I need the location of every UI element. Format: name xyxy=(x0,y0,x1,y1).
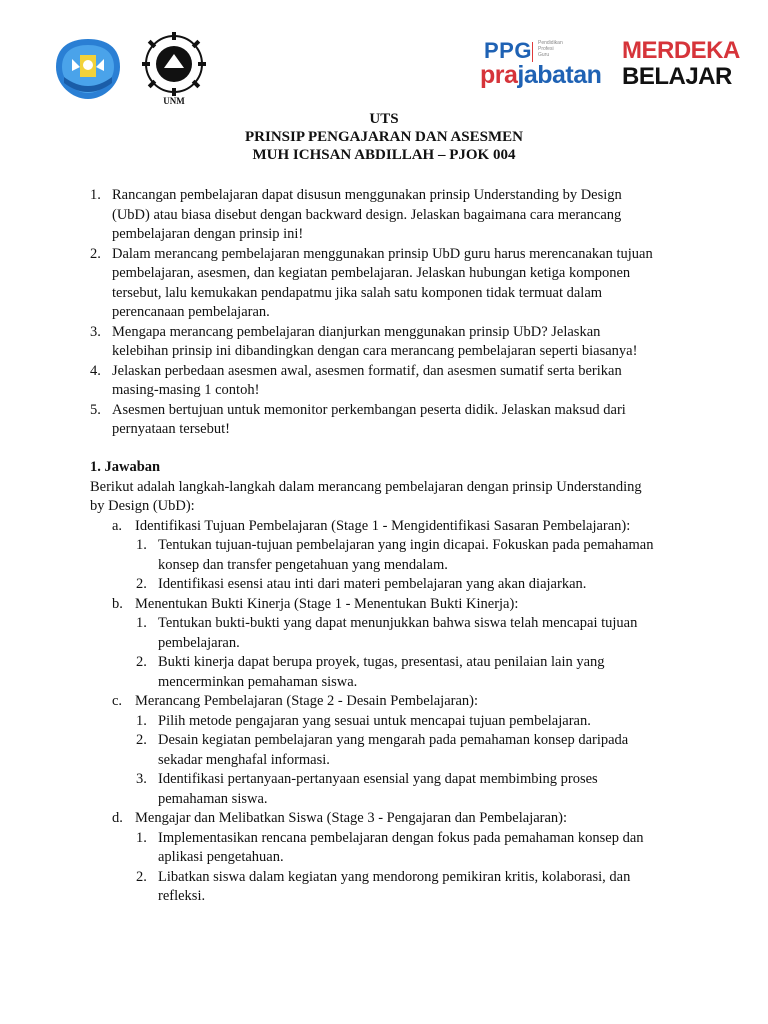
item-text: Tentukan tujuan-tujuan pembelajaran yang ingin dicapai. Fokuskan pada pemahaman xyxy=(158,537,654,553)
merdeka-belajar-logo xyxy=(620,37,740,94)
question-number: 2. xyxy=(90,245,101,262)
section-letter: a. xyxy=(112,517,123,534)
item-text: mencerminkan pemahaman siswa. xyxy=(158,673,358,690)
answer-intro: by Design (UbD): xyxy=(90,498,195,514)
question-text: masing-masing 1 contoh! xyxy=(112,382,260,398)
course-title: PRINSIP PENGAJARAN DAN ASESMEN xyxy=(245,129,523,145)
question-number: 5. xyxy=(90,401,101,418)
section-title: Merancang Pembelajaran (Stage 2 - Desain Pembelajaran): xyxy=(135,693,479,709)
section-title: Mengajar dan Melibatkan Siswa (Stage 3 - Pengajaran dan Pembelajaran): xyxy=(135,810,568,826)
question-text: pembelajaran, asesmen, dan kegiatan pembelajaran. Jelaskan hubungan ketiga komponen xyxy=(112,265,631,281)
answer-heading: 1. Jawaban xyxy=(90,459,161,475)
ppg-text: PPG xyxy=(484,38,532,63)
item-text: Tentukan bukti-bukti yang dapat menunjukkan bahwa siswa telah mencapai tujuan xyxy=(158,615,638,631)
item-text: Desain kegiatan pembelajaran yang mengarah pada pemahaman konsep daripada xyxy=(158,732,629,748)
section-letter: b. xyxy=(112,595,123,612)
merdeka-text: MERDEKA xyxy=(622,37,740,64)
question-text: kelebihan prinsip ini dibandingkan dengan cara merancang pembelajaran seperti biasanya! xyxy=(112,343,638,359)
unm-logo xyxy=(132,32,216,106)
question-text: (UbD) atau biasa disebut dengan backward design. Jelaskan bagaimana cara merancang xyxy=(112,206,622,223)
section-title: Menentukan Bukti Kinerja (Stage 1 - Menentukan Bukti Kinerja): xyxy=(135,595,519,612)
ppg-divider xyxy=(532,42,533,62)
item-text: Identifikasi pertanyaan-pertanyaan esensial yang dapat membimbing proses xyxy=(158,771,598,787)
question-text: Mengapa merancang pembelajaran dianjurkan menggunakan prinsip UbD? Jelaskan xyxy=(112,323,601,340)
section-title: Identifikasi Tujuan Pembelajaran (Stage 1 - Mengidentifikasi Sasaran Pembelajaran): xyxy=(135,517,631,534)
item-text: pembelajaran. xyxy=(158,634,240,651)
student-name: MUH ICHSAN ABDILLAH – PJOK 004 xyxy=(252,147,516,163)
item-number: 1. xyxy=(136,537,147,553)
item-text: Bukti kinerja dapat berupa proyek, tugas, presentasi, atau penilaian lain yang xyxy=(158,654,605,670)
ppg-prajabatan-logo xyxy=(478,36,618,94)
exam-title: UTS xyxy=(369,111,399,127)
item-text: konsep dan transfer pengetahuan yang mendalam. xyxy=(158,556,448,573)
item-number: 2. xyxy=(136,732,147,748)
question-number: 3. xyxy=(90,323,101,340)
item-number: 3. xyxy=(136,771,147,787)
answer-intro: Berikut adalah langkah-langkah dalam merancang pembelajaran dengan prinsip Understanding xyxy=(90,478,642,495)
item-text: aplikasi pengetahuan. xyxy=(158,849,284,865)
unm-label: UNM xyxy=(163,96,185,106)
question-text: Dalam merancang pembelajaran menggunakan prinsip UbD guru harus merencanakan tujuan xyxy=(112,245,653,262)
question-text: perencanaan pembelajaran. xyxy=(112,304,270,320)
section-letter: d. xyxy=(112,810,123,826)
item-text: pemahaman siswa. xyxy=(158,790,268,807)
question-text: pembelajaran dengan prinsip ini! xyxy=(112,226,304,242)
belajar-text: BELAJAR xyxy=(622,63,732,90)
item-text: Libatkan siswa dalam kegiatan yang mendorong pemikiran kritis, kolaborasi, dan xyxy=(158,868,631,885)
item-number: 2. xyxy=(136,576,147,592)
question-text: Asesmen bertujuan untuk memonitor perkembangan peserta didik. Jelaskan maksud dari xyxy=(112,401,626,418)
question-text: tersebut, lalu kemukakan pendapatmu jika salah satu komponen tidak termuat dalam xyxy=(112,284,603,301)
question-text: Jelaskan perbedaan asesmen awal, asesmen formatif, dan asesmen sumatif serta berikan xyxy=(112,362,622,379)
item-text: Pilih metode pengajaran yang sesuai untuk mencapai tujuan pembelajaran. xyxy=(158,712,591,729)
item-text: Identifikasi esensi atau inti dari materi pembelajaran yang akan diajarkan. xyxy=(158,576,587,592)
item-number: 2. xyxy=(136,868,147,885)
prajabatan-text: prajabatan xyxy=(480,61,602,89)
question-text: Rancangan pembelajaran dapat disusun menggunakan prinsip Understanding by Design xyxy=(112,187,622,203)
ppg-subtitle: Pendidikan Profesi Guru xyxy=(538,40,563,58)
question-number: 4. xyxy=(90,362,101,379)
item-text: refleksi. xyxy=(158,888,206,904)
item-text: sekadar menghafal informasi. xyxy=(158,751,330,768)
question-number: 1. xyxy=(90,187,101,203)
item-number: 1. xyxy=(136,712,147,729)
item-number: 1. xyxy=(136,829,147,846)
question-text: pernyataan tersebut! xyxy=(112,421,230,437)
section-letter: c. xyxy=(112,693,123,709)
kemdikbud-logo xyxy=(50,37,126,101)
item-number: 2. xyxy=(136,654,147,670)
item-number: 1. xyxy=(136,615,147,631)
item-text: Implementasikan rencana pembelajaran dengan fokus pada pemahaman konsep dan xyxy=(158,829,644,846)
